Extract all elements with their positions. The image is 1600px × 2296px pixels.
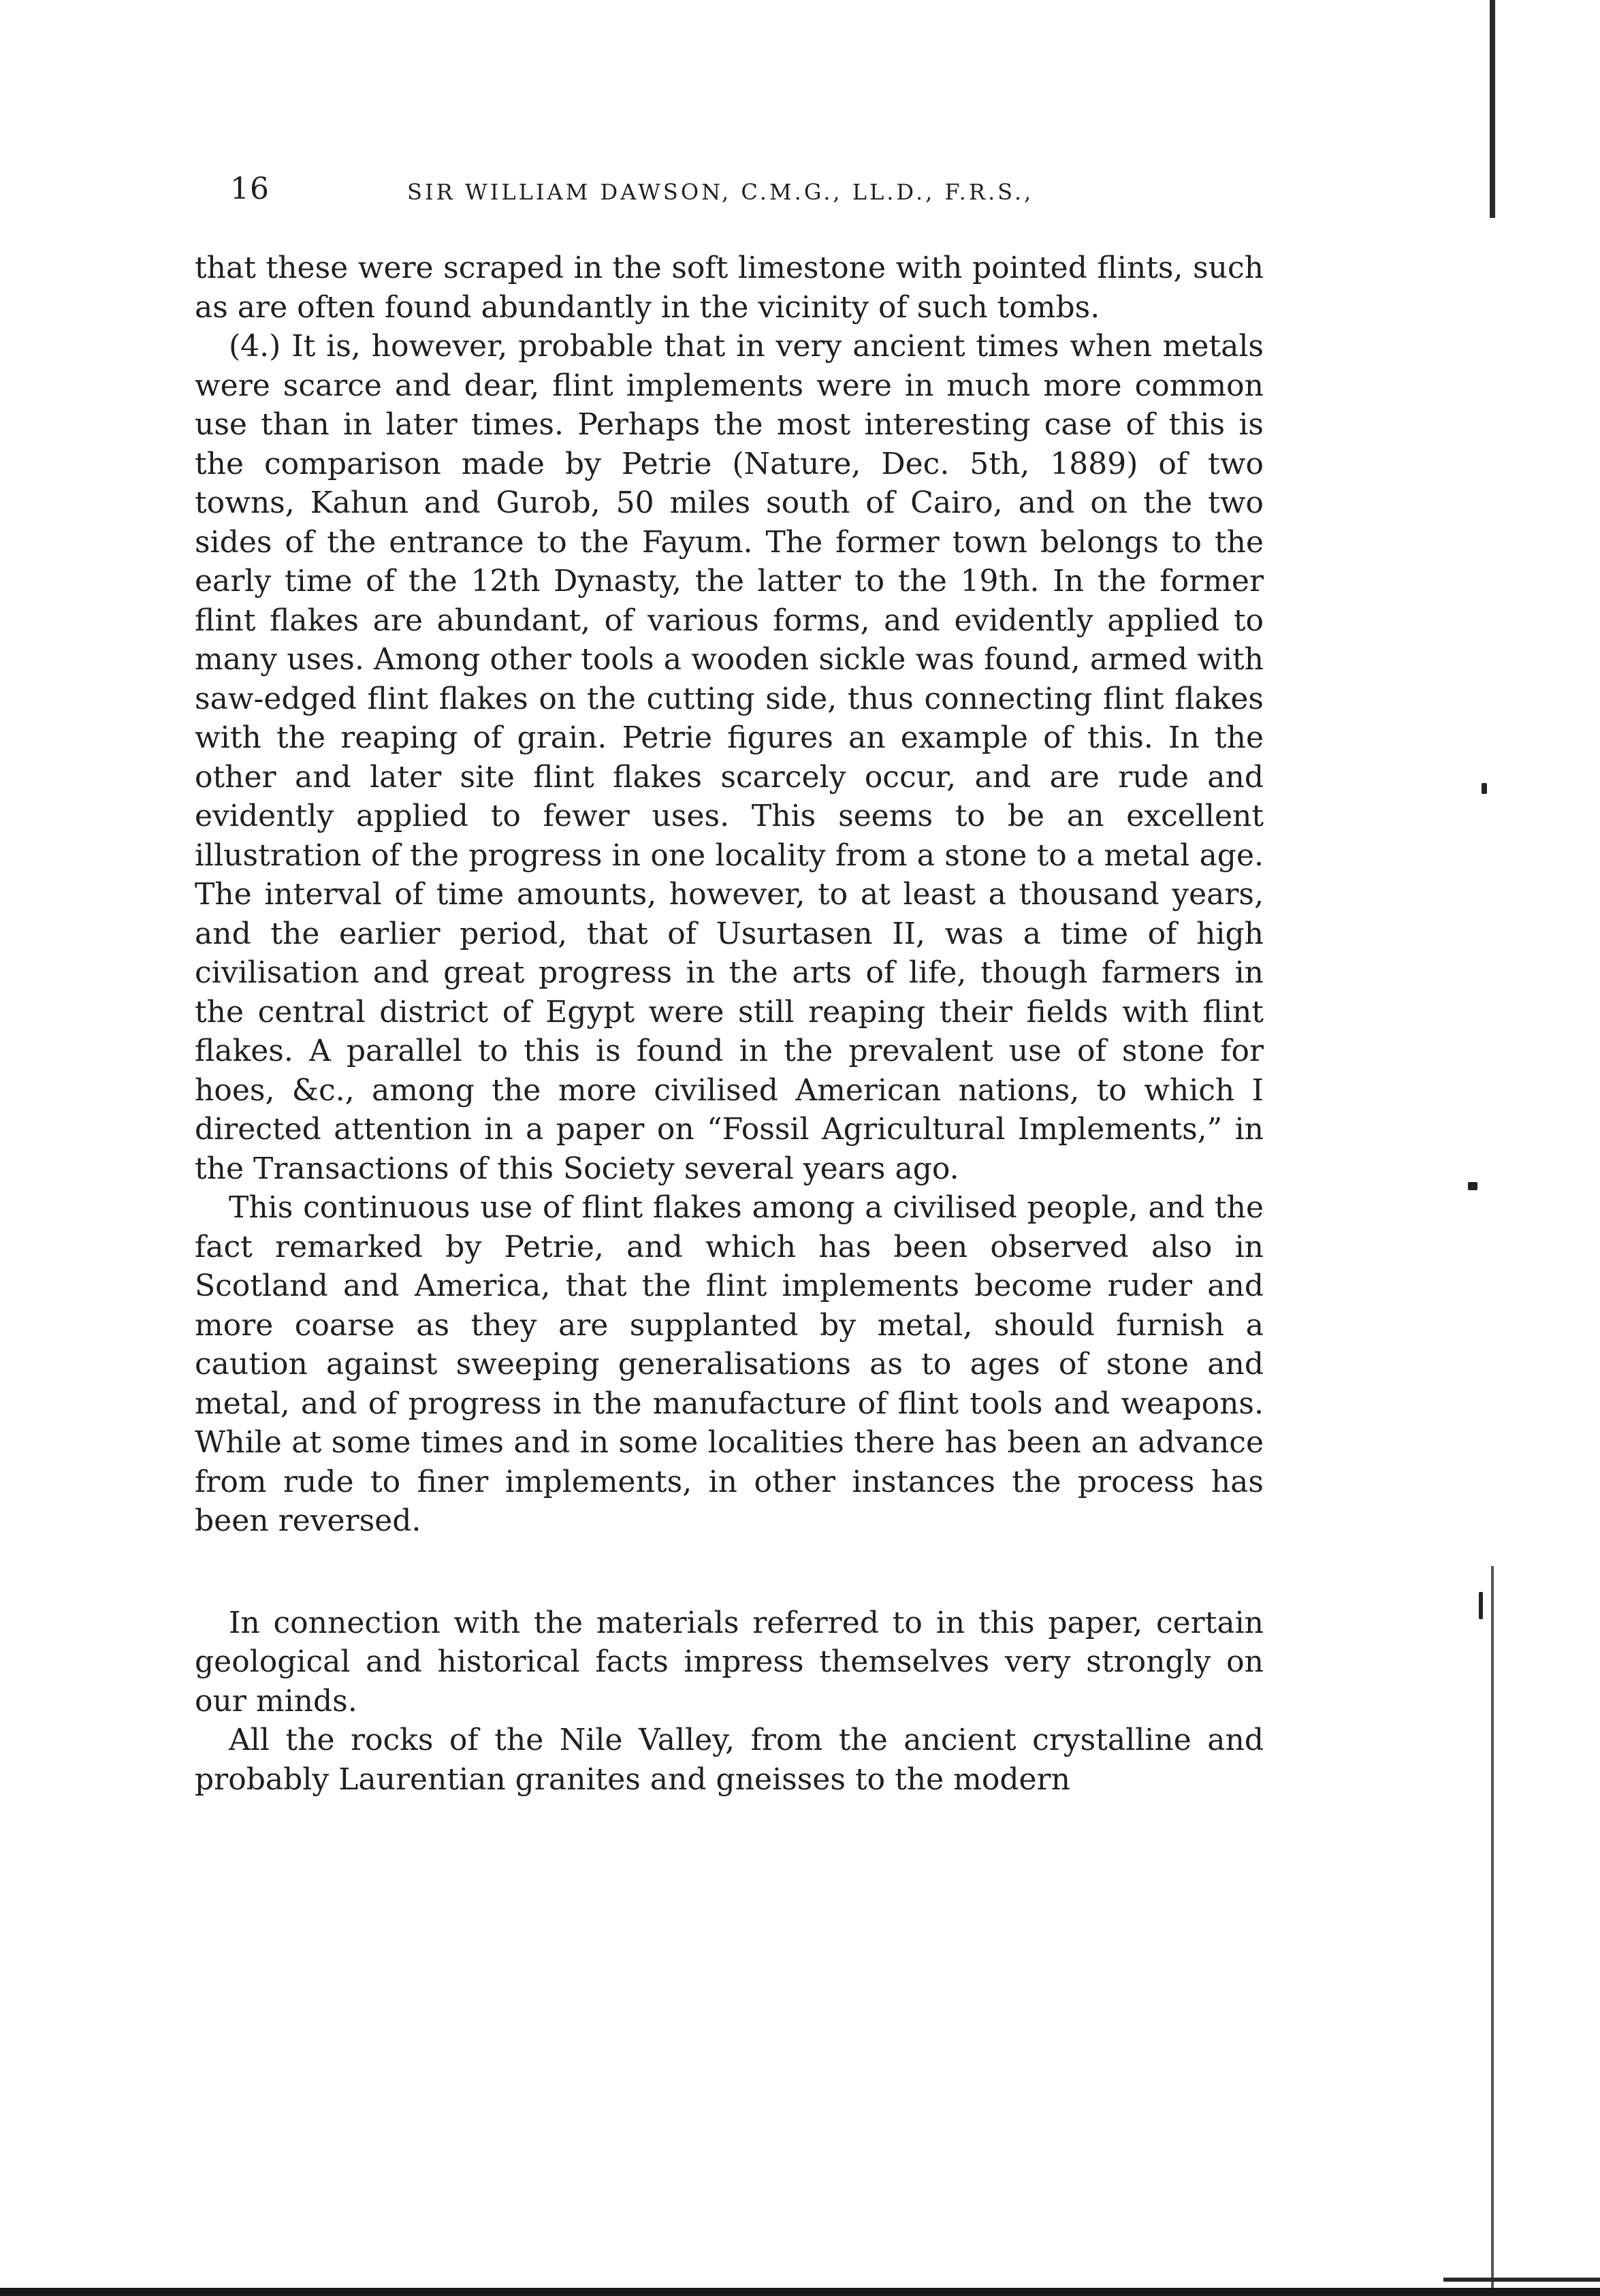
body-text	[195, 249, 1264, 1799]
page-edge-line	[1491, 1566, 1494, 2296]
scan-speck	[1482, 783, 1487, 794]
scan-speck	[1479, 1592, 1483, 1619]
running-head: SIR WILLIAM DAWSON, C.M.G., LL.D., F.R.S.,	[407, 179, 1034, 205]
paragraph-flint-implements: (4.) It is, however, probable that in very ancient times when metals were scarce and dear, flint implements were in much more common use than in later times. Perhaps the most interesting case of this is the comparison made by Petrie (Nature, Dec. 5th, 1889) of two towns, Kahun and Gurob, 50 miles south of Cairo, and on the two sides of the entrance to the Fayum. The former town belongs to the early time of the 12th Dynasty, the latter to the 19th. In the former flint flakes are abundant, of various forms, and evidently applied to many uses. Among other tools a wooden sickle was found, armed with saw-edged flint flakes on the cutting side, thus connecting flint flakes with the reaping of grain. Petrie figures an example of this. In the other and later site flint flakes scarcely occur, and are rude and evidently applied to fewer uses. This seems to be an excellent illustration of the progress in one locality from a stone to a metal age. The interval of time amounts, however, to at least a thousand years, and the earlier period, that of Usurtasen II, was a time of high civilisation and great progress in the arts of life, though farmers in the central district of Egypt were still reaping their fields with flint flakes. A parallel to this is found in the prevalent use of stone for hoes, &c., among the more civilised American nations, to which I directed attention in a paper on “Fossil Agricultural Implements,” in the Transactions of this Society several years ago.	[195, 329, 1264, 1186]
scan-speck	[1468, 1182, 1477, 1190]
paragraph-connection: In connection with the materials referred to in this paper, certain geological and historical facts impress themselves very strongly on our minds.	[195, 1605, 1264, 1719]
page-number: 16	[230, 172, 270, 206]
section-gap	[195, 1541, 1264, 1604]
paragraph-continuous-use: This continuous use of flint flakes among a civilised people, and the fact remarked by Petrie, and which has been observed also in Scotland and America, that the flint implements become ruder and more coarse as they are supplanted by metal, should furnish a caution against sweeping generalisations as to ages of stone and metal, and of progress in the manufacture of flint tools and weapons. While at some times and in some localities there has been an advance from rude to finer implements, in other instances the process has been reversed.	[195, 1190, 1264, 1538]
paragraph-continuation: that these were scraped in the soft limestone with pointed flints, such as are often found abundantly in the vicinity of such tombs.	[195, 251, 1264, 325]
bottom-scan-edge	[0, 2288, 1600, 2296]
page-edge-mark	[1490, 0, 1495, 218]
page-header	[230, 169, 1238, 217]
paragraph-nile-valley: All the rocks of the Nile Valley, from the ancient crystalline and probably Laurentian granites and gneisses to the modern	[195, 1723, 1264, 1797]
page-corner-mark	[1443, 2278, 1600, 2282]
